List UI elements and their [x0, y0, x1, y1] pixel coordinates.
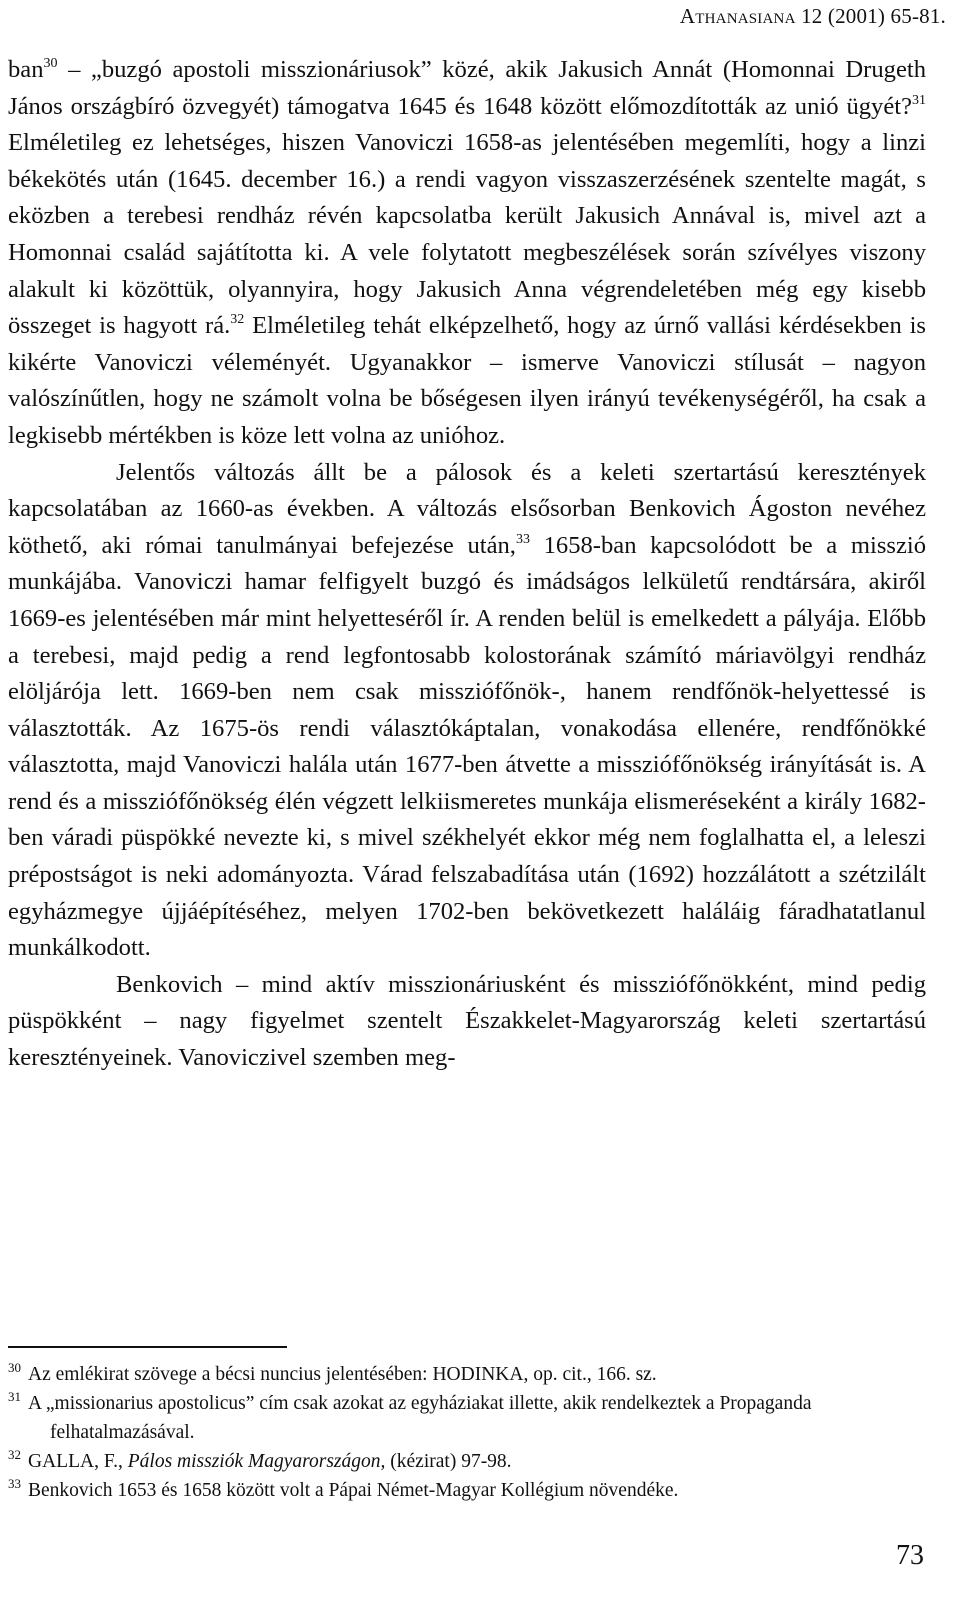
- footnote-33: 33 Benkovich 1653 és 1658 között volt a Pápai Német-Magyar Kollégium növendéke.: [8, 1476, 679, 1501]
- footnote-ref-33[interactable]: 33: [515, 531, 530, 547]
- text-run: 1658-ban kapcsolódott be a misszió munkájába. Vanoviczi hamar felfigyelt buzgó és imádságos lelkületű rendtársára, akiről 1669-es jelentésében már mint helyetteséről ír. A renden belül is emelkedett a pályája. Előbb a terebesi, majd pedig a rend legfontosabb kolostorának számító máriavölgyi rendház elöljárója lett. 1669-ben nem csak missziófőnök-, hanem rendfőnök-helyettessé is választották. Az 1675-ös rendi választókáptalan, vonakodása ellenére, rendfőnökké választotta, majd Vanoviczi halála után 1677-ben átvette a missziófőnökség irányítását is. A rend és a missziófőnökség élén végzett lelkiismeretes munkája elismeréseként a király 1682-ben váradi püspökké nevezte ki, s mivel székhelyét ekkor még nem foglalhatta el, a leleszi prépostságot is neki adományozta. Várad felszabadítása után (1692) hozzálátott a szétzilált egyházmegye újjáépítéséhez, melyen 1702-ben bekövetkezett haláláig fáradhatatlanul munkálkodott.: [8, 531, 927, 962]
- footnote-text: A „missionarius apostolicus” cím csak azokat az egyháziakat illette, akik rendelkeztek a Propaganda felhatalmazásával.: [28, 1393, 812, 1443]
- footnote-ref-32[interactable]: 32: [230, 312, 245, 328]
- issue-info: 12 (2001) 65-81.: [801, 4, 946, 28]
- paragraph-1: [8, 52, 926, 455]
- text-run: ban: [8, 56, 44, 83]
- footnote-text: (kézirat) 97-98.: [385, 1451, 512, 1472]
- paragraph-3: [8, 967, 926, 1077]
- footnote-30: 30 Az emlékirat szövege a bécsi nuncius jelentésében: HODINKA, op. cit., 166. sz.: [8, 1360, 657, 1385]
- footnote-ref-30[interactable]: 30: [43, 56, 58, 71]
- text-run: – „buzgó apostoli misszionáriusok” közé, akik Jakusich Annát (Homonnai Drugeth János országbíró özvegyét) támogatva 1645 és 1648 között előmozdították az unió ügyét?: [8, 56, 926, 120]
- footnote-title: Pálos missziók Magyarországon,: [127, 1451, 386, 1472]
- footnote-text: Benkovich 1653 és 1658 között volt a Pápai Német-Magyar Kollégium növendéke.: [28, 1480, 679, 1501]
- footnote-text: Az emlékirat szövege a bécsi nuncius jelentésében: HODINKA, op. cit., 166. sz.: [28, 1364, 657, 1385]
- page-number: 73: [896, 1540, 924, 1571]
- footnotes: [8, 1360, 926, 1505]
- footnote-text: GALLA, F.,: [28, 1451, 128, 1472]
- footnote-separator: [8, 1346, 287, 1348]
- journal-name: Athanasiana: [679, 4, 796, 28]
- footnote-32: 32 GALLA, F., Pálos missziók Magyarországon, (kézirat) 97-98.: [8, 1447, 512, 1472]
- main-text: [8, 52, 926, 1077]
- text-run: Benkovich – mind aktív misszionáriusként és missziófőnökként, mind pedig püspökként – nagy figyelmet szentelt Északkelet-Magyarország keleti szertartású keresztényeinek. Vanoviczivel szemben meg-: [8, 970, 926, 1072]
- footnote-ref-31[interactable]: 31: [912, 92, 926, 108]
- running-header: [680, 4, 946, 29]
- text-run: Elméletileg tehát elképzelhető, hogy az úrnő vallási kérdésekben is kikérte Vanoviczi véleményét. Ugyanakkor – ismerve Vanoviczi stílusát – nagyon valószínűtlen, hogy ne számolt volna be bőségesen ilyen irányú tevékenységéről, ha csak a legkisebb mértékben is köze lett volna az unióhoz.: [8, 312, 926, 449]
- footnote-31: 31 A „missionarius apostolicus” cím csak azokat az egyháziakat illette, akik rendelkeztek a Propaganda felhatalmazásával.: [8, 1389, 812, 1443]
- text-run: Jelentős változás állt be a pálosok és a keleti szertartású keresztények kapcsolatában az 1660-as években. A változás elsősorban Benkovich Ágoston nevéhez köthető, aki római tanulmányai befejezése után,: [8, 458, 926, 559]
- paragraph-2: [8, 455, 926, 967]
- text-run: Elméletileg ez lehetséges, hiszen Vanoviczi 1658-as jelentésében megemlíti, hogy a linzi békekötés után (1645. december 16.) a rendi vagyon visszaszerzésének szentelte magát, s eközben a terebesi rendház révén kapcsolatba került Jakusich Annával is, mivel azt a Homonnai család sajátította ki. A vele folytatott megbeszélések során szívélyes viszony alakult ki közöttük, olyannyira, hogy Jakusich Anna végrendeletében még egy kisebb összeget is hagyott rá.: [8, 129, 926, 340]
